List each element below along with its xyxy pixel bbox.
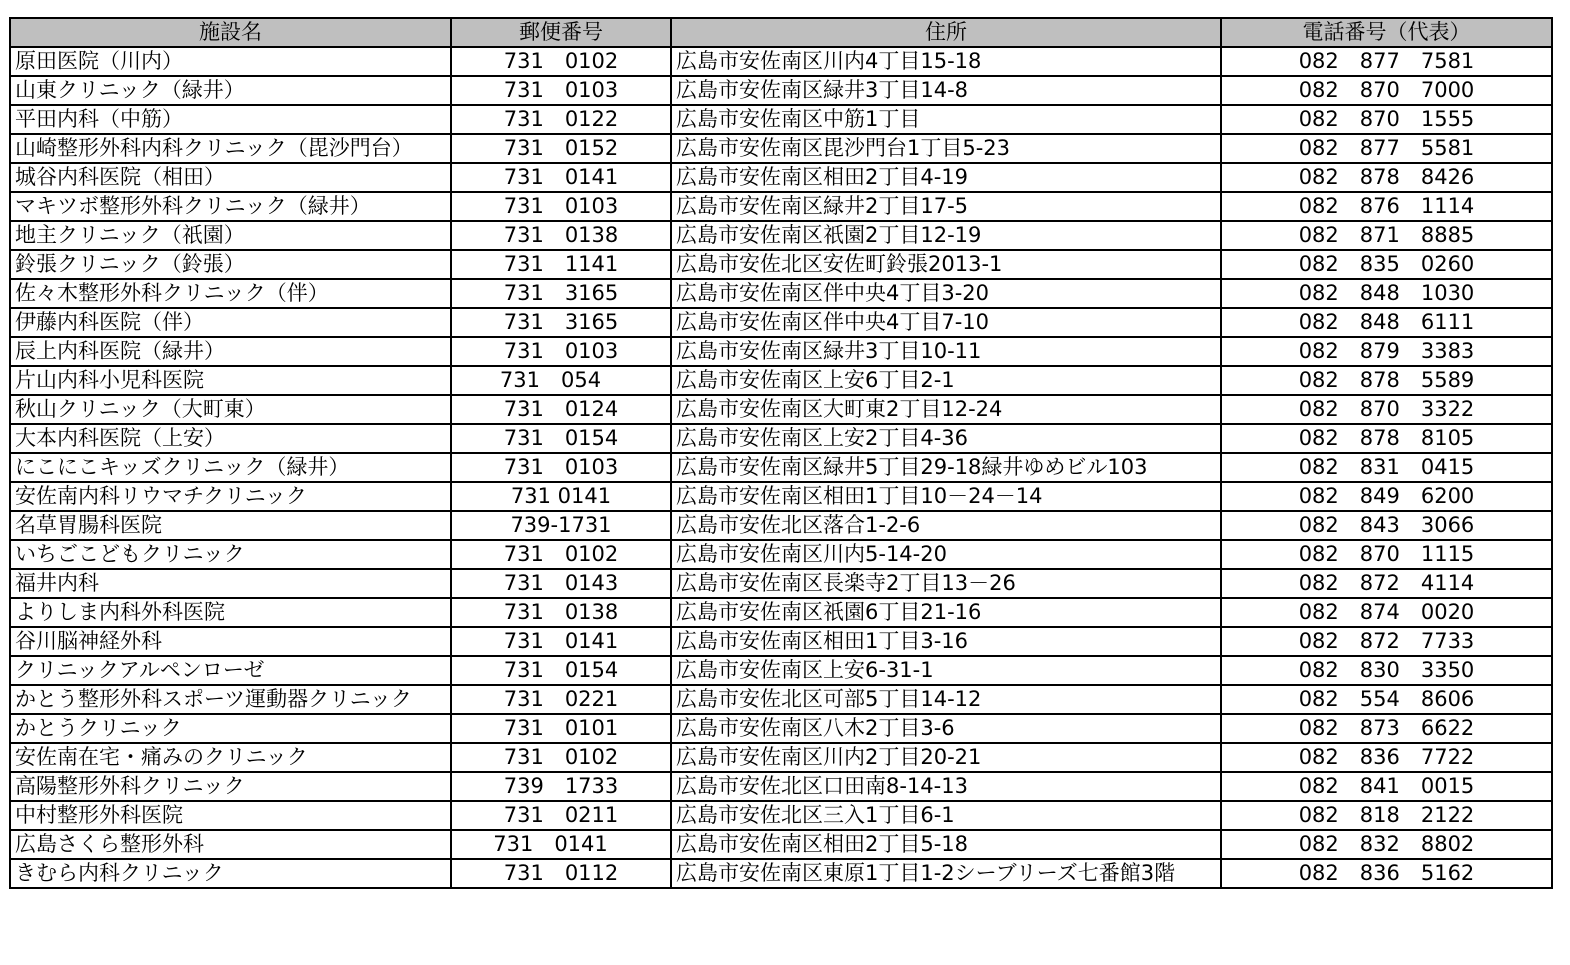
postal-code-cell: 731 0143 <box>451 569 671 598</box>
facility-name-cell: 平田内科（中筋） <box>10 105 451 134</box>
table-row <box>10 859 1552 888</box>
table-row <box>10 743 1552 772</box>
address-cell: 広島市安佐南区緑井2丁目17-5 <box>671 192 1221 221</box>
phone-cell: 082 831 0415 <box>1221 453 1552 482</box>
address-cell: 広島市安佐北区口田南8-14-13 <box>671 772 1221 801</box>
postal-code-cell: 731 0102 <box>451 47 671 76</box>
table-row <box>10 482 1552 511</box>
phone-cell: 082 848 6111 <box>1221 308 1552 337</box>
address-cell: 広島市安佐北区可部5丁目14-12 <box>671 685 1221 714</box>
address-cell: 広島市安佐北区三入1丁目6-1 <box>671 801 1221 830</box>
phone-cell: 082 836 7722 <box>1221 743 1552 772</box>
phone-cell: 082 849 6200 <box>1221 482 1552 511</box>
phone-cell: 082 870 1555 <box>1221 105 1552 134</box>
postal-code-cell: 739 1733 <box>451 772 671 801</box>
postal-code-cell: 731 0102 <box>451 743 671 772</box>
header-postal-code: 郵便番号 <box>451 18 671 47</box>
postal-code-cell: 731 1141 <box>451 250 671 279</box>
phone-cell: 082 878 8426 <box>1221 163 1552 192</box>
address-cell: 広島市安佐北区安佐町鈴張2013-1 <box>671 250 1221 279</box>
table-row <box>10 366 1552 395</box>
postal-code-cell: 739-1731 <box>451 511 671 540</box>
postal-code-cell: 731 0102 <box>451 540 671 569</box>
postal-code-cell: 731 3165 <box>451 279 671 308</box>
postal-code-cell: 731 0112 <box>451 859 671 888</box>
table-row <box>10 105 1552 134</box>
postal-code-cell: 731 0124 <box>451 395 671 424</box>
phone-cell: 082 832 8802 <box>1221 830 1552 859</box>
postal-code-cell: 731 0141 <box>451 830 671 859</box>
address-cell: 広島市安佐南区緑井5丁目29-18緑井ゆめビル103 <box>671 453 1221 482</box>
phone-cell: 082 872 4114 <box>1221 569 1552 598</box>
facility-table <box>9 17 1553 889</box>
postal-code-cell: 731 0103 <box>451 337 671 366</box>
header-address: 住所 <box>671 18 1221 47</box>
table-row <box>10 685 1552 714</box>
address-cell: 広島市安佐南区相田1丁目3-16 <box>671 627 1221 656</box>
address-cell: 広島市安佐南区伴中央4丁目3-20 <box>671 279 1221 308</box>
phone-cell: 082 879 3383 <box>1221 337 1552 366</box>
facility-name-cell: 広島さくら整形外科 <box>10 830 451 859</box>
address-cell: 広島市安佐南区東原1丁目1-2シーブリーズ七番館3階 <box>671 859 1221 888</box>
phone-cell: 082 830 3350 <box>1221 656 1552 685</box>
postal-code-cell: 731 3165 <box>451 308 671 337</box>
postal-code-cell: 731 0141 <box>451 482 671 511</box>
table-row <box>10 279 1552 308</box>
phone-cell: 082 873 6622 <box>1221 714 1552 743</box>
phone-cell: 082 841 0015 <box>1221 772 1552 801</box>
phone-cell: 082 870 3322 <box>1221 395 1552 424</box>
phone-cell: 082 876 1114 <box>1221 192 1552 221</box>
address-cell: 広島市安佐南区祇園2丁目12-19 <box>671 221 1221 250</box>
address-cell: 広島市安佐南区川内2丁目20-21 <box>671 743 1221 772</box>
table-row <box>10 830 1552 859</box>
table-row <box>10 76 1552 105</box>
facility-name-cell: 鈴張クリニック（鈴張） <box>10 250 451 279</box>
facility-name-cell: 山崎整形外科内科クリニック（毘沙門台） <box>10 134 451 163</box>
facility-name-cell: クリニックアルペンローゼ <box>10 656 451 685</box>
address-cell: 広島市安佐南区長楽寺2丁目13－26 <box>671 569 1221 598</box>
table-row <box>10 221 1552 250</box>
facility-name-cell: 山東クリニック（緑井） <box>10 76 451 105</box>
table-row <box>10 540 1552 569</box>
facility-name-cell: 高陽整形外科クリニック <box>10 772 451 801</box>
postal-code-cell: 731 0141 <box>451 163 671 192</box>
table-row <box>10 714 1552 743</box>
address-cell: 広島市安佐南区相田1丁目10－24－14 <box>671 482 1221 511</box>
facility-name-cell: 谷川脳神経外科 <box>10 627 451 656</box>
table-row <box>10 656 1552 685</box>
table-row <box>10 250 1552 279</box>
phone-cell: 082 870 1115 <box>1221 540 1552 569</box>
postal-code-cell: 731 0152 <box>451 134 671 163</box>
table-row <box>10 801 1552 830</box>
table-row <box>10 424 1552 453</box>
phone-cell: 082 554 8606 <box>1221 685 1552 714</box>
table-row <box>10 47 1552 76</box>
table-row <box>10 163 1552 192</box>
phone-cell: 082 836 5162 <box>1221 859 1552 888</box>
facility-name-cell: 安佐南内科リウマチクリニック <box>10 482 451 511</box>
postal-code-cell: 731 0101 <box>451 714 671 743</box>
facility-name-cell: マキツボ整形外科クリニック（緑井） <box>10 192 451 221</box>
phone-cell: 082 878 5589 <box>1221 366 1552 395</box>
table-row <box>10 511 1552 540</box>
table-row <box>10 569 1552 598</box>
table-row <box>10 192 1552 221</box>
postal-code-cell: 731 0154 <box>451 424 671 453</box>
postal-code-cell: 731 0154 <box>451 656 671 685</box>
postal-code-cell: 731 0138 <box>451 598 671 627</box>
facility-name-cell: かとう整形外科スポーツ運動器クリニック <box>10 685 451 714</box>
postal-code-cell: 731 0103 <box>451 192 671 221</box>
address-cell: 広島市安佐南区相田2丁目4-19 <box>671 163 1221 192</box>
header-facility-name: 施設名 <box>10 18 451 47</box>
postal-code-cell: 731 0221 <box>451 685 671 714</box>
facility-name-cell: 名草胃腸科医院 <box>10 511 451 540</box>
address-cell: 広島市安佐南区大町東2丁目12-24 <box>671 395 1221 424</box>
header-row <box>10 18 1552 47</box>
postal-code-cell: 731 0122 <box>451 105 671 134</box>
table-row <box>10 627 1552 656</box>
facility-name-cell: 大本内科医院（上安） <box>10 424 451 453</box>
facility-name-cell: 福井内科 <box>10 569 451 598</box>
postal-code-cell: 731 0103 <box>451 76 671 105</box>
address-cell: 広島市安佐南区八木2丁目3-6 <box>671 714 1221 743</box>
address-cell: 広島市安佐南区上安2丁目4-36 <box>671 424 1221 453</box>
facility-name-cell: きむら内科クリニック <box>10 859 451 888</box>
facility-name-cell: 佐々木整形外科クリニック（伴） <box>10 279 451 308</box>
facility-name-cell: 伊藤内科医院（伴） <box>10 308 451 337</box>
facility-name-cell: 秋山クリニック（大町東） <box>10 395 451 424</box>
address-cell: 広島市安佐南区伴中央4丁目7-10 <box>671 308 1221 337</box>
postal-code-cell: 731 0211 <box>451 801 671 830</box>
address-cell: 広島市安佐南区緑井3丁目14-8 <box>671 76 1221 105</box>
phone-cell: 082 835 0260 <box>1221 250 1552 279</box>
address-cell: 広島市安佐南区中筋1丁目 <box>671 105 1221 134</box>
address-cell: 広島市安佐南区祇園6丁目21-16 <box>671 598 1221 627</box>
postal-code-cell: 731 054 <box>451 366 671 395</box>
phone-cell: 082 818 2122 <box>1221 801 1552 830</box>
facility-name-cell: 辰上内科医院（緑井） <box>10 337 451 366</box>
table-row <box>10 308 1552 337</box>
address-cell: 広島市安佐南区相田2丁目5-18 <box>671 830 1221 859</box>
address-cell: 広島市安佐南区上安6丁目2-1 <box>671 366 1221 395</box>
postal-code-cell: 731 0103 <box>451 453 671 482</box>
postal-code-cell: 731 0141 <box>451 627 671 656</box>
table-row <box>10 772 1552 801</box>
address-cell: 広島市安佐南区川内4丁目15-18 <box>671 47 1221 76</box>
address-cell: 広島市安佐南区毘沙門台1丁目5-23 <box>671 134 1221 163</box>
table-row <box>10 453 1552 482</box>
facility-name-cell: 安佐南在宅・痛みのクリニック <box>10 743 451 772</box>
address-cell: 広島市安佐北区落合1-2-6 <box>671 511 1221 540</box>
address-cell: 広島市安佐南区緑井3丁目10-11 <box>671 337 1221 366</box>
facility-name-cell: にこにこキッズクリニック（緑井） <box>10 453 451 482</box>
facility-name-cell: 地主クリニック（祇園） <box>10 221 451 250</box>
facility-name-cell: 原田医院（川内） <box>10 47 451 76</box>
facility-name-cell: よりしま内科外科医院 <box>10 598 451 627</box>
table-row <box>10 598 1552 627</box>
postal-code-cell: 731 0138 <box>451 221 671 250</box>
table-row <box>10 134 1552 163</box>
phone-cell: 082 843 3066 <box>1221 511 1552 540</box>
phone-cell: 082 848 1030 <box>1221 279 1552 308</box>
table-row <box>10 395 1552 424</box>
address-cell: 広島市安佐南区上安6-31-1 <box>671 656 1221 685</box>
phone-cell: 082 877 7581 <box>1221 47 1552 76</box>
facility-name-cell: 中村整形外科医院 <box>10 801 451 830</box>
facility-name-cell: 片山内科小児科医院 <box>10 366 451 395</box>
facility-name-cell: かとうクリニック <box>10 714 451 743</box>
header-phone: 電話番号（代表） <box>1221 18 1552 47</box>
phone-cell: 082 878 8105 <box>1221 424 1552 453</box>
phone-cell: 082 874 0020 <box>1221 598 1552 627</box>
table-row <box>10 337 1552 366</box>
phone-cell: 082 877 5581 <box>1221 134 1552 163</box>
facility-name-cell: 城谷内科医院（相田） <box>10 163 451 192</box>
address-cell: 広島市安佐南区川内5-14-20 <box>671 540 1221 569</box>
facility-name-cell: いちごこどもクリニック <box>10 540 451 569</box>
phone-cell: 082 870 7000 <box>1221 76 1552 105</box>
phone-cell: 082 871 8885 <box>1221 221 1552 250</box>
phone-cell: 082 872 7733 <box>1221 627 1552 656</box>
